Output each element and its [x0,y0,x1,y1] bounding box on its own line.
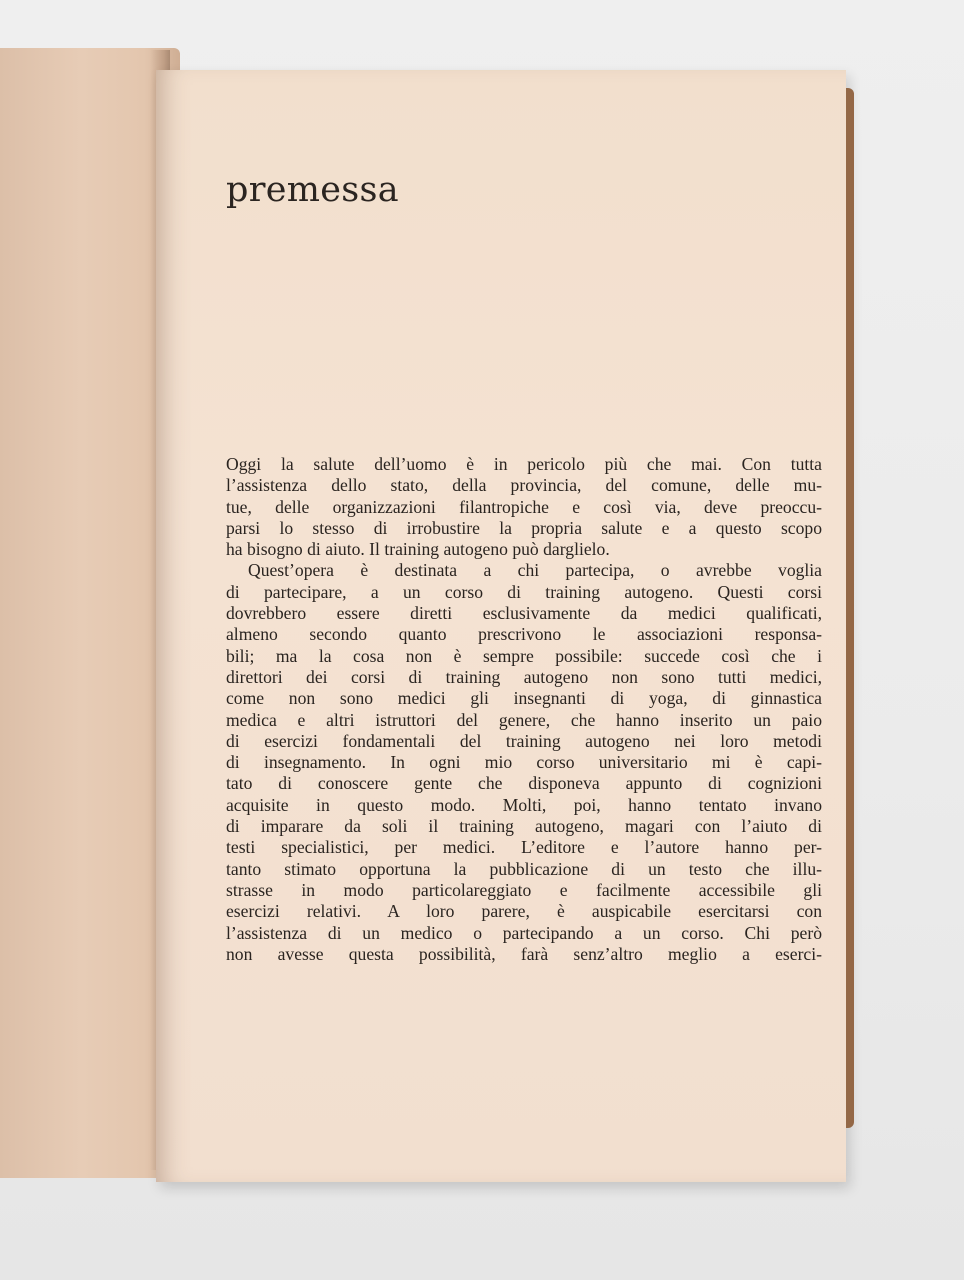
text-line: tue, delle organizzazioni filantropiche e così via, deve preoccu- [226,496,822,517]
text-line: bili; ma la cosa non è sempre possibile: succede così che i [226,645,822,666]
text-line: acquisite in questo modo. Molti, poi, hanno tentato invano [226,794,822,815]
text-line: Oggi la salute dell’uomo è in pericolo più che mai. Con tutta [226,454,822,474]
text-line: come non sono medici gli insegnanti di yoga, di ginnastica [226,688,822,709]
text-line: l’assistenza di un medico o partecipando a un corso. Chi però [226,922,822,943]
paragraph-1 [226,454,822,560]
book-page [156,70,846,1182]
text-line: esercizi relativi. A loro parere, è auspicabile esercitarsi con [226,901,822,922]
text-line: di esercizi fondamentali del training autogeno nei loro metodi [226,730,822,751]
text-line: testi specialistici, per medici. L’editore e l’autore hanno per- [226,837,822,858]
text-line: non avesse questa possibilità, farà senz’altro meglio a eserci- [226,943,822,964]
text-line: ha bisogno di aiuto. Il training autogeno può darglielo. [226,539,610,560]
paragraph-2 [226,560,822,965]
text-line: tanto stimato opportuna la pubblicazione di un testo che illu- [226,858,822,879]
chapter-title: premessa [226,170,399,210]
text-line: direttori dei corsi di training autogeno non sono tutti medici, [226,666,822,687]
body-text [226,454,822,965]
text-line: di partecipare, a un corso di training autogeno. Questi corsi [226,581,822,602]
text-line: di imparare da soli il training autogeno, magari con l’aiuto di [226,816,822,837]
text-line: parsi lo stesso di irrobustire la propria salute e a questo scopo [226,517,822,538]
text-line: tato di conoscere gente che disponeva appunto di cognizioni [226,773,822,794]
text-line: di insegnamento. In ogni mio corso universitario mi è capi- [226,752,822,773]
text-line: strasse in modo particolareggiato e facilmente accessibile gli [226,879,822,900]
text-line: l’assistenza dello stato, della provincia, del comune, delle mu- [226,475,822,496]
text-line: Quest’opera è destinata a chi partecipa, o avrebbe voglia [248,560,822,581]
text-line: almeno secondo quanto prescrivono le associazioni responsa- [226,624,822,645]
text-line: dovrebbero essere diretti esclusivamente da medici qualificati, [226,603,822,624]
text-line: medica e altri istruttori del genere, che hanno inserito un paio [226,709,822,730]
